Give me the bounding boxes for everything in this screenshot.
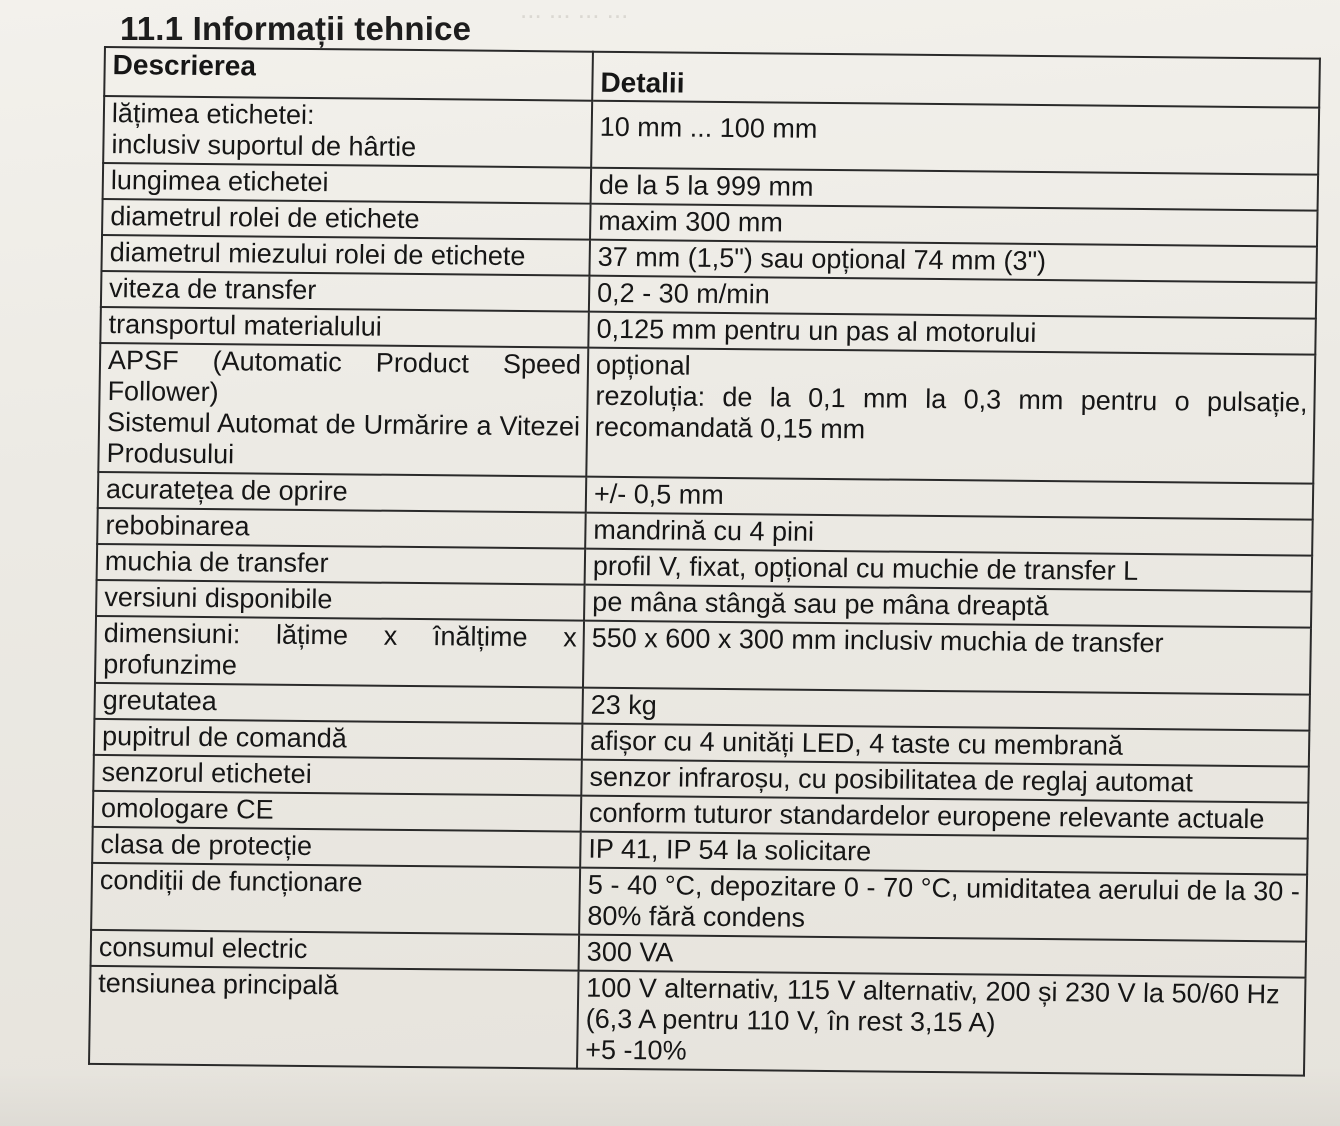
column-header-details: Detalii — [592, 52, 1320, 108]
description-cell — [101, 271, 590, 312]
description-text: omologare CE — [100, 793, 274, 825]
detail-text: 550 x 600 x 300 mm inclusiv muchia de transfer — [591, 622, 1164, 659]
description-cell — [96, 580, 585, 621]
description-cell — [93, 791, 582, 832]
description-text: APSF (Automatic Product Speed Follower) — [107, 345, 582, 408]
description-text: consumul electric — [98, 931, 308, 964]
page-shadow — [0, 1066, 1340, 1126]
description-cell — [91, 863, 580, 935]
bleed-through-text: ... ... ... ... — [520, 0, 629, 24]
detail-cell — [577, 971, 1306, 1076]
description-text: acuratețea de oprire — [105, 474, 348, 507]
description-text: versiuni disponibile — [104, 582, 333, 615]
description-text: inclusiv suportul de hârtie — [111, 129, 417, 162]
description-cell — [97, 508, 586, 549]
description-cell — [101, 235, 590, 276]
description-cell — [89, 966, 579, 1069]
detail-cell — [579, 868, 1307, 942]
description-text: diametrul rolei de etichete — [110, 201, 420, 235]
detail-text: IP 41, IP 54 la solicitare — [588, 833, 872, 867]
table-row — [98, 343, 1315, 484]
description-cell — [94, 719, 583, 760]
detail-text: opțional — [595, 349, 691, 381]
detail-text: de la 5 la 999 mm — [598, 169, 814, 202]
description-cell — [91, 930, 580, 971]
description-text: tensiunea principală — [98, 967, 339, 1001]
description-cell — [93, 755, 582, 796]
description-text: lungimea etichetei — [110, 165, 329, 198]
detail-text: mandrină cu 4 pini — [593, 514, 815, 547]
detail-text: +/- 0,5 mm — [593, 478, 725, 510]
description-text: Sistemul Automat de Urmărire a Vitezei Produsului — [106, 407, 581, 470]
detail-text: 0,2 - 30 m/min — [596, 277, 770, 310]
description-text: condiții de funcționare — [99, 865, 363, 898]
description-text: diametrul miezului rolei de etichete — [109, 237, 526, 272]
description-text: greutatea — [102, 685, 218, 717]
description-cell — [102, 199, 591, 240]
description-cell — [100, 307, 589, 348]
detail-text: profil V, fixat, opțional cu muchie de transfer L — [592, 550, 1139, 586]
description-text: muchia de transfer — [104, 546, 329, 579]
description-text: lățimea etichetei: — [111, 98, 315, 131]
description-cell — [98, 343, 588, 477]
technical-spec-table — [88, 46, 1321, 1077]
detail-text: 5 - 40 °C, depozitare 0 - 70 °C, umiditatea aerului de la 30 - 80% fără condens — [587, 869, 1301, 933]
description-text: senzorul etichetei — [101, 757, 312, 790]
table-body — [89, 96, 1319, 1076]
detail-cell — [591, 101, 1319, 175]
description-cell — [92, 827, 581, 868]
description-text: pupitrul de comandă — [101, 721, 348, 754]
description-cell — [103, 96, 592, 168]
description-text: dimensiuni: lățime x înălțime x profunzime — [103, 618, 577, 681]
description-cell — [94, 683, 583, 724]
detail-text: rezoluția: de la 0,1 mm la 0,3 mm pentru o pulsație, recomandată 0,15 mm — [594, 380, 1308, 445]
description-text: clasa de protecție — [100, 829, 313, 862]
detail-cell — [583, 621, 1311, 695]
detail-text: afișor cu 4 unități LED, 4 taste cu membrană — [589, 725, 1124, 761]
detail-text: +5 -10% — [585, 1034, 687, 1066]
column-header-description: Descrierea — [104, 47, 593, 101]
detail-text: 23 kg — [590, 689, 657, 721]
detail-text: 100 V alternativ, 115 V alternativ, 200 și 230 V la 50/60 Hz (6,3 A pentru 110 V, în rest 3,15 A) — [585, 972, 1280, 1038]
detail-text: maxim 300 mm — [598, 205, 784, 238]
table-row — [91, 863, 1307, 942]
detail-text: 10 mm ... 100 mm — [599, 111, 818, 144]
detail-text: 0,125 mm pentru un pas al motorului — [596, 313, 1037, 348]
description-cell — [98, 472, 587, 513]
description-cell — [103, 163, 592, 204]
description-text: rebobinarea — [105, 510, 250, 542]
detail-text: 37 mm (1,5") sau opțional 74 mm (3") — [597, 241, 1047, 277]
description-text: transportul materialului — [108, 309, 382, 342]
detail-cell — [586, 348, 1315, 484]
spec-table-wrapper — [88, 46, 1334, 1077]
detail-text: pe mâna stângă sau pe mâna dreaptă — [592, 586, 1049, 622]
table-row — [95, 616, 1311, 695]
table-row — [103, 96, 1319, 175]
description-text: viteza de transfer — [108, 273, 317, 306]
detail-text: 300 VA — [586, 936, 674, 968]
detail-text: senzor infraroșu, cu posibilitatea de reglaj automat — [589, 761, 1194, 798]
description-cell — [95, 616, 584, 688]
section-heading: 11.1 Informații tehnice — [120, 10, 472, 47]
table-row — [89, 966, 1305, 1076]
detail-text: conform tuturor standardelor europene relevante actuale — [588, 797, 1265, 835]
description-cell — [97, 544, 586, 585]
